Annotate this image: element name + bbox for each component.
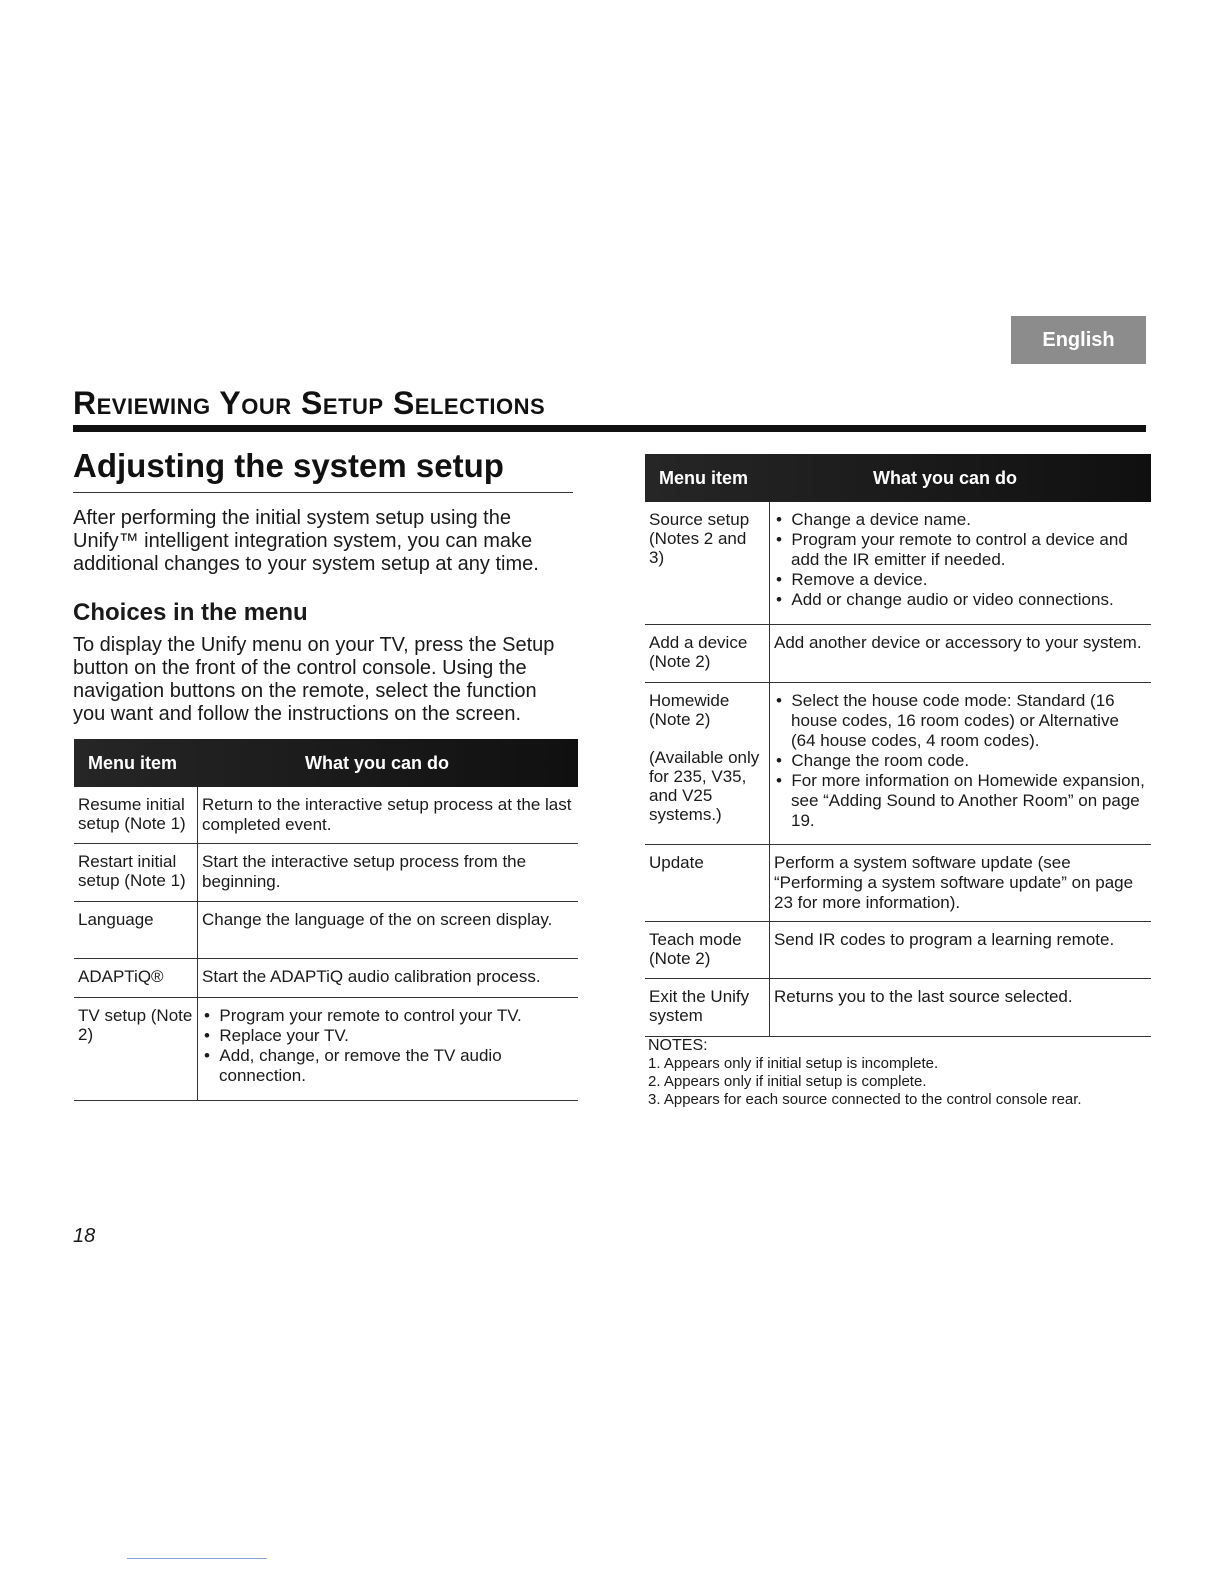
description-cell: Return to the interactive setup process at the last completed event.	[197, 787, 578, 843]
description-cell: Add another device or accessory to your system.	[769, 625, 1151, 682]
menu-item-cell: Source setup (Notes 2 and 3)	[649, 510, 750, 567]
right-menu-table	[645, 454, 1151, 1037]
description-cell: Start the interactive setup process from the beginning.	[197, 844, 578, 901]
bullet-item: • Replace your TV.	[204, 1026, 574, 1046]
left-header-menu-item: Menu item	[88, 752, 178, 773]
description-cell	[769, 502, 1151, 624]
description-cell: Send IR codes to program a learning remote.	[769, 922, 1151, 978]
table-row	[74, 998, 578, 1101]
table-notes	[648, 1037, 1148, 1109]
menu-item-cell: Add a device (Note 2)	[649, 633, 748, 671]
table-row	[645, 845, 1151, 922]
menu-item-availability: (Available only for 235, V35, and V25 systems.)	[649, 748, 760, 824]
bullet-item: • Add or change audio or video connections.	[776, 590, 1147, 610]
note-item: 2. Appears only if initial setup is complete.	[648, 1073, 927, 1090]
choices-subheading: Choices in the menu	[73, 599, 308, 626]
bullet-item: • Select the house code mode: Standard (16 house codes, 16 room codes) or Alternative (64 house codes, 4 room codes).	[776, 691, 1147, 751]
table-row	[645, 683, 1151, 845]
left-table-header	[74, 739, 578, 787]
menu-item-cell: Language	[78, 910, 154, 929]
menu-item-cell: ADAPTiQ®	[78, 967, 164, 986]
note-item: 1. Appears only if initial setup is incomplete.	[648, 1055, 939, 1072]
right-header-menu-item: Menu item	[659, 467, 749, 488]
note-item: 3. Appears for each source connected to the control console rear.	[648, 1091, 1082, 1108]
section-rule	[73, 425, 1146, 432]
menu-item-cell: Teach mode (Note 2)	[649, 930, 742, 968]
left-menu-table	[74, 739, 578, 1101]
table-row	[74, 902, 578, 959]
choices-paragraph: To display the Unify menu on your TV, press the Setup button on the front of the control console. Using the navigation buttons on the remote, select the function you want and follow the instructions on the screen.	[73, 634, 555, 725]
menu-item-cell: TV setup (Note 2)	[78, 1006, 193, 1044]
description-cell	[769, 683, 1151, 844]
language-tab: English	[1011, 316, 1146, 364]
table-row	[645, 922, 1151, 979]
table-row	[645, 625, 1151, 683]
table-row	[645, 502, 1151, 625]
description-cell: Start the ADAPTiQ audio calibration process.	[197, 959, 578, 997]
bullet-item: • Add, change, or remove the TV audio connection.	[204, 1046, 574, 1086]
menu-item-cell: Restart initial setup (Note 1)	[78, 852, 186, 890]
left-header-what-you-can-do: What you can do	[305, 752, 449, 773]
description-cell: Returns you to the last source selected.	[769, 979, 1151, 1036]
bullet-item: • For more information on Homewide expansion, see “Adding Sound to Another Room” on page 19.	[776, 771, 1147, 831]
page-heading: Adjusting the system setup	[73, 447, 504, 484]
right-header-what-you-can-do: What you can do	[873, 467, 1017, 488]
description-cell: Change the language of the on screen display.	[197, 902, 578, 958]
table-row	[645, 979, 1151, 1037]
description-cell: Perform a system software update (see “Performing a system software update” on page 23 for more information).	[769, 845, 1151, 921]
menu-item-cell: Exit the Unify system	[649, 987, 750, 1025]
bullet-item: • Change a device name.	[776, 510, 1147, 530]
intro-paragraph: After performing the initial system setup using the Unify™ intelligent integration system, you can make additional changes to your system setup at any time.	[73, 507, 539, 575]
bullet-item: • Program your remote to control your TV.	[204, 1006, 574, 1026]
bullet-item: • Change the room code.	[776, 751, 1147, 771]
table-row	[74, 844, 578, 902]
table-row	[74, 959, 578, 998]
description-cell	[197, 998, 578, 1100]
heading-rule	[73, 492, 573, 493]
bullet-item: • Remove a device.	[776, 570, 1147, 590]
menu-item-cell: Update	[649, 853, 704, 872]
table-row	[74, 787, 578, 844]
page-number: 18	[73, 1225, 96, 1247]
notes-label: NOTES:	[648, 1037, 708, 1054]
footer-divider	[127, 1558, 267, 1559]
bullet-item: • Program your remote to control a device and add the IR emitter if needed.	[776, 530, 1147, 570]
menu-item-cell: Resume initial setup (Note 1)	[78, 795, 186, 833]
menu-item-label: Homewide (Note 2)	[649, 691, 730, 729]
right-table-header	[645, 454, 1151, 502]
section-title: Reviewing Your Setup Selections	[73, 385, 546, 421]
menu-item-cell	[645, 683, 769, 844]
